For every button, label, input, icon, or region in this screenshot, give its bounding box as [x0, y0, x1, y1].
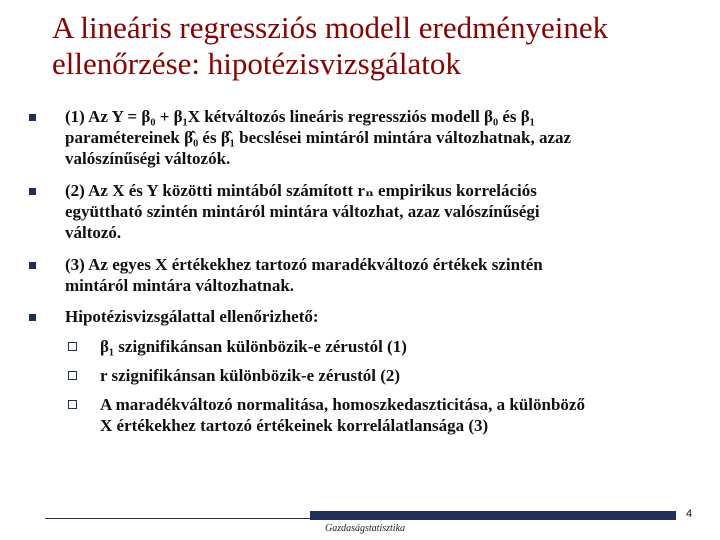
subbullet-2-line-1: r szignifikánsan különbözik-e zérustól (2): [100, 366, 401, 385]
bullet-3-line-1: (3) Az egyes X értékekhez tartozó maradékváltozó értékek szintén: [65, 255, 543, 274]
bullet-1-line-2: paramétereinek β̂₀ és β̂₁ becslései mintáról mintára változhatnak, azaz: [65, 128, 572, 147]
slide-title: [52, 10, 712, 82]
bullet-text-4: [65, 306, 685, 327]
bullet-text-2: [65, 180, 685, 243]
bullet-text-1: [65, 106, 685, 169]
square-bullet-icon: [29, 262, 36, 269]
footer-rule: [45, 518, 310, 519]
bullet-2-line-2: együttható szintén mintáról mintára változhat, azaz valószínűségi: [65, 202, 540, 221]
subbullet-text-1: [100, 336, 690, 357]
bullet-2-line-3: változó.: [65, 223, 122, 242]
bullet-2-line-1: (2) Az X és Y közötti mintából számított rₙ empirikus korrelációs: [65, 181, 537, 200]
footer-course-name: Gazdaságstatisztika: [325, 523, 406, 534]
square-bullet-icon: [29, 114, 36, 121]
subbullet-text-2: [100, 365, 690, 386]
square-bullet-icon: [29, 188, 36, 195]
square-bullet-icon: [29, 314, 36, 321]
page-number: 4: [686, 508, 693, 520]
bullet-3-line-2: mintáról mintára változhatnak.: [65, 276, 295, 295]
subbullet-3-line-1: A maradékváltozó normalitása, homoszkedaszticitása, a különböző: [100, 395, 585, 414]
bullet-1-line-1: (1) Az Y = β₀ + β₁X kétváltozós lineáris regressziós modell β₀ és β₁: [65, 107, 535, 126]
subbullet-3-line-2: X értékekhez tartozó értékeinek korrelálatlansága (3): [100, 416, 489, 435]
slide-title-line-2: ellenőrzése: hipotézisvizsgálatok: [52, 46, 461, 81]
bullet-text-3: [65, 254, 685, 296]
slide-title-line-1: A lineáris regressziós modell eredményeinek: [52, 10, 609, 45]
hollow-square-bullet-icon: [68, 371, 77, 380]
footer-bar: [310, 511, 676, 520]
hollow-square-bullet-icon: [68, 342, 77, 351]
bullet-1-line-3: valószínűségi változók.: [65, 149, 231, 168]
hollow-square-bullet-icon: [68, 400, 77, 409]
bullet-4-line-1: Hipotézisvizsgálattal ellenőrizhető:: [65, 307, 319, 326]
subbullet-1-line-1: β₁ szignifikánsan különbözik-e zérustól (1): [100, 337, 407, 356]
subbullet-text-3: [100, 394, 690, 436]
